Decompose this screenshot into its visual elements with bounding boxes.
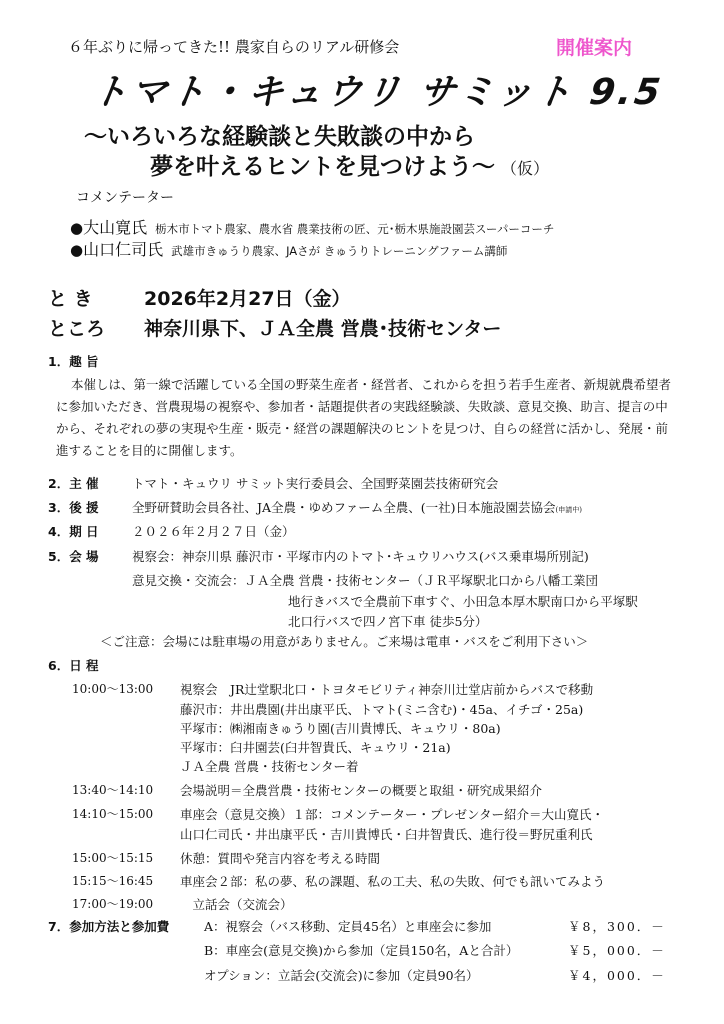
period-value: ２０２６年２月２７日（金） [132, 524, 295, 539]
commentator-name: 大山寛氏 [83, 218, 148, 237]
schedule-text: ＪＡ全農 営農・技術センター着 [180, 759, 359, 774]
page-title: トマト・キュウリ サミット 9.5 [88, 72, 666, 113]
bullet-icon: ● [70, 219, 84, 237]
organizer-label: 2．主 催 [48, 476, 99, 491]
venue-line2: 意見交換・交流会：ＪＡ全農 営農・技術センター（ＪＲ平塚駅北口から八幡工業団 [132, 573, 598, 588]
pending-note: (申請中) [555, 506, 583, 514]
tentative-note: （仮） [501, 159, 550, 178]
venue-row [48, 547, 589, 565]
commentator-item [70, 215, 554, 238]
commentator-name: 山口仁司氏 [83, 240, 164, 259]
schedule-time: 15:00〜15:15 [72, 851, 154, 865]
schedule-text: 藤沢市：井出農園(井出康平氏、トマト(ミニ含む)・45a、イチゴ・25a) [180, 702, 584, 717]
schedule-text: 立話会（交流会） [180, 897, 293, 912]
commentator-desc: 武雄市きゅうり農家、JAさが きゅうりトレーニングファーム講師 [171, 244, 508, 258]
event-date [48, 284, 351, 311]
schedule-text: 平塚市：臼井園芸(臼井智貴氏、キュウリ・21a) [180, 740, 451, 755]
purpose-heading: 1．趣 旨 [48, 354, 99, 369]
parking-notice: ＜ご注意：会場には駐車場の用意がありません。ご来場は電車・バスをご利用下さい＞ [100, 634, 589, 649]
schedule-time: 10:00〜13:00 [72, 682, 154, 696]
fee-option-label: A：視察会（バス移動、定員45名）と車座会に参加 [204, 919, 492, 934]
commentator-item [70, 237, 507, 260]
fee-option-label: B：車座会(意見交換)から参加（定員150名，Aと合計） [204, 943, 519, 958]
subtitle-line1: 〜いろいろな経験談と失敗談の中から [84, 123, 475, 150]
location-label: ところ [48, 318, 106, 340]
schedule-text: 山口仁司氏・井出康平氏・吉川貴博氏・臼井智貴氏、進行役＝野尻重利氏 [180, 827, 593, 842]
event-location [48, 314, 501, 341]
venue-line3: 地行きバスで全農前下車すぐ、小田急本厚木駅南口から平塚駅 [288, 594, 638, 609]
support-label: 3．後 援 [48, 500, 99, 515]
schedule-time: 15:15〜16:45 [72, 874, 154, 888]
venue-line4: 北口行バスで四ノ宮下車 徒歩5分） [288, 614, 488, 629]
schedule-heading: 6．日 程 [48, 658, 99, 673]
date-row [48, 522, 295, 540]
bullet-icon: ● [70, 241, 84, 259]
subtitle-line2 [150, 148, 549, 181]
subtitle-line2-text: 夢を叶えるヒントを見つけよう〜 [150, 153, 495, 180]
schedule-text: 視察会 JR辻堂駅北口・トヨタモビリティ神奈川辻堂店前からバスで移動 [180, 682, 594, 697]
commentator-heading: コメンテーター [76, 190, 174, 206]
schedule-time: 14:10〜15:00 [72, 807, 154, 821]
venue-label: 5．会 場 [48, 549, 99, 564]
commentator-desc: 栃木市トマト農家、農水省 農業技術の匠、元･栃木県施設園芸スーパーコーチ [155, 222, 555, 236]
fee-option-label: オプション：立話会(交流会)に参加（定員90名） [204, 968, 479, 983]
purpose-text: 本催しは、第一線で活躍している全国の野菜生産者・経営者、これからを担う若手生産者、新規就農希望者に参加いただき、営農現場の視察や、参加者・話題提供者の実践経験談、失敗談、意見交換、助言、提言の中から、それぞれの夢の実現や生産・販売・経営の課題解決のヒントを見つけ、自らの経営に活かし、発展・前進することを目的に開催します。 [56, 377, 672, 458]
support-row [48, 498, 582, 516]
period-label: 4．期 日 [48, 524, 99, 539]
location-value: 神奈川県下、ＪＡ全農 営農･技術センター [144, 318, 502, 340]
organizer-value: トマト・キュウリ サミット実行委員会、全国野菜園芸技術研究会 [132, 476, 499, 491]
date-label: と き [48, 288, 93, 310]
fee-option-price: ￥4，000．－ [568, 968, 666, 983]
schedule-text: 車座会２部：私の夢、私の課題、私の工夫、私の失敗、何でも訊いてみよう [180, 874, 606, 889]
event-notice-badge: 開催案内 [556, 37, 633, 59]
venue-line1: 視察会：神奈川県 藤沢市・平塚市内のトマト･キュウリハウス(バス乗車場所別記) [132, 549, 589, 564]
schedule-text: 平塚市：㈱湘南きゅうり園(吉川貴博氏、キュウリ・80a) [180, 721, 501, 736]
schedule-text: 会場説明＝全農営農・技術センターの概要と取組・研究成果紹介 [180, 783, 543, 798]
pretitle: ６年ぶりに帰ってきた!! 農家自らのリアル研修会 [68, 38, 400, 56]
date-value: 2026年2月27日（金） [144, 288, 351, 310]
schedule-text: 車座会（意見交換）１部：コメンテーター・プレゼンター紹介＝大山寛氏・ [180, 807, 605, 822]
schedule-time: 13:40〜14:10 [72, 783, 154, 797]
schedule-time: 17:00〜19:00 [72, 897, 154, 911]
organizer-row [48, 474, 498, 492]
support-value: 全野研賛助会員各社、JA全農・ゆめファーム全農、(一社)日本施設園芸協会 [132, 500, 556, 515]
fee-option-price: ￥5，000．－ [568, 943, 666, 958]
schedule-text: 休憩：質問や発言内容を考える時間 [180, 851, 381, 866]
fees-heading: 7．参加方法と参加費 [48, 919, 170, 934]
fee-option-price: ￥8，300．－ [568, 919, 666, 934]
